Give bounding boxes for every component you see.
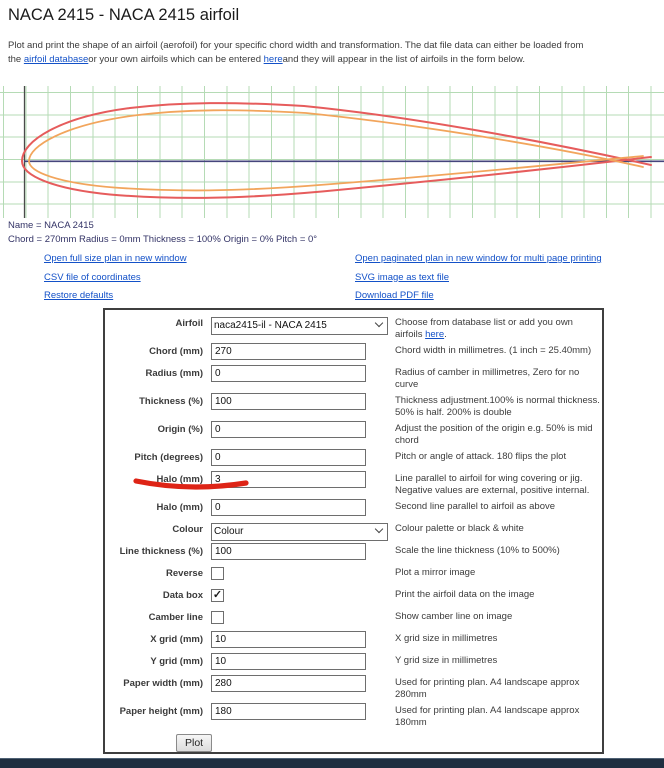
form-row-colour	[105, 521, 602, 543]
airfoil-plot-canvas	[0, 86, 664, 218]
halo1-desc: Line parallel to airfoil for wing covering or jig. Negative values are external, positive internal.	[395, 473, 590, 496]
open-paginated-plan-link[interactable]: Open paginated plan in new window for multi page printing	[355, 253, 602, 264]
form-row-radius	[105, 365, 602, 393]
y-grid-desc: Y grid size in millimetres	[395, 655, 498, 666]
form-row-chord	[105, 343, 602, 365]
paper-width-desc: Used for printing plan. A4 landscape approx 280mm	[395, 677, 580, 700]
camber-line-checkbox[interactable]	[211, 611, 224, 624]
form-row-line-thickness	[105, 543, 602, 565]
links-row	[0, 290, 664, 309]
origin-desc: Adjust the position of the origin e.g. 50% is mid chord	[395, 423, 593, 446]
intro-line2-pre: the	[8, 53, 24, 65]
open-full-size-plan-link[interactable]: Open full size plan in new window	[44, 253, 187, 264]
csv-file-link[interactable]: CSV file of coordinates	[44, 271, 141, 283]
pitch-label: Pitch (degrees)	[134, 452, 203, 463]
plot-info	[8, 219, 317, 247]
intro-line2-post: and they will appear in the list of airfoils in the form below.	[282, 53, 526, 65]
y-grid-input[interactable]	[211, 653, 366, 670]
x-grid-input[interactable]	[211, 631, 366, 648]
x-grid-label: X grid (mm)	[150, 634, 203, 645]
data-box-label: Data box	[162, 590, 203, 601]
thickness-label: Thickness (%)	[139, 396, 203, 407]
intro-line2-mid: or your own airfoils which can be entered	[88, 53, 264, 65]
form-row-camber-line	[105, 609, 602, 631]
links-row	[0, 253, 664, 272]
svg-image-link[interactable]: SVG image as text file	[355, 271, 449, 283]
footer-bar	[0, 758, 664, 768]
radius-input[interactable]	[211, 365, 366, 382]
thickness-desc: Thickness adjustment.100% is normal thickness. 50% is half. 200% is double	[395, 395, 600, 418]
form-row-thickness	[105, 393, 602, 421]
origin-input[interactable]	[211, 421, 366, 438]
download-pdf-link[interactable]: Download PDF file	[355, 290, 434, 301]
plot-info-name: Name = NACA 2415	[8, 220, 94, 231]
restore-defaults-link[interactable]: Restore defaults	[44, 290, 114, 301]
data-box-checkbox[interactable]	[211, 589, 224, 602]
airfoil-database-link[interactable]: airfoil database	[23, 53, 89, 65]
airfoil-select[interactable]	[211, 317, 388, 335]
airfoil-form	[103, 308, 604, 754]
halo2-label: Halo (mm)	[156, 502, 203, 513]
line-thickness-input[interactable]	[211, 543, 366, 560]
chord-desc: Chord width in millimetres. (1 inch = 25.40mm)	[395, 345, 592, 356]
data-box-desc: Print the airfoil data on the image	[395, 589, 535, 600]
form-row-reverse	[105, 565, 602, 587]
paper-height-label: Paper height (mm)	[119, 706, 203, 717]
camber-line-desc: Show camber line on image	[395, 611, 513, 622]
radius-desc: Radius of camber in millimetres, Zero for no curve	[395, 367, 580, 390]
chord-input[interactable]	[211, 343, 366, 360]
form-row-data-box	[105, 587, 602, 609]
reverse-desc: Plot a mirror image	[395, 567, 476, 578]
form-row-paper-height	[105, 703, 602, 731]
intro-line2	[8, 53, 583, 67]
airfoil-desc: Choose from database list or add you own airfoils here.	[395, 317, 573, 340]
thickness-input[interactable]	[211, 393, 366, 410]
airfoil-upper-curve	[29, 110, 643, 167]
here-link[interactable]: here	[263, 53, 283, 65]
reverse-checkbox[interactable]	[211, 567, 224, 580]
action-links	[0, 253, 664, 309]
colour-select[interactable]	[211, 523, 388, 541]
form-row-halo1	[105, 471, 602, 499]
camber-line-label: Camber line	[148, 612, 203, 623]
page-title: NACA 2415 - NACA 2415 airfoil	[8, 6, 240, 24]
halo-lower-curve	[22, 157, 651, 198]
colour-label: Colour	[172, 524, 203, 535]
halo2-input[interactable]	[211, 499, 366, 516]
intro-paragraph	[8, 39, 583, 66]
halo1-label: Halo (mm)	[156, 474, 203, 485]
plot-info-params: Chord = 270mm Radius = 0mm Thickness = 100% Origin = 0% Pitch = 0°	[8, 234, 318, 245]
paper-width-label: Paper width (mm)	[123, 678, 203, 689]
paper-width-input[interactable]	[211, 675, 366, 692]
form-row-airfoil	[105, 315, 602, 343]
airfoil-plot	[0, 86, 664, 218]
x-grid-desc: X grid size in millimetres	[395, 633, 498, 644]
line-thickness-desc: Scale the line thickness (10% to 500%)	[395, 545, 560, 556]
links-row	[0, 272, 664, 291]
form-row-origin	[105, 421, 602, 449]
paper-height-desc: Used for printing plan. A4 landscape approx 180mm	[395, 705, 580, 728]
halo2-desc: Second line parallel to airfoil as above	[395, 501, 556, 512]
halo-upper-curve	[22, 103, 651, 165]
airfoil-desc-here-link[interactable]: here	[425, 328, 445, 340]
pitch-input[interactable]	[211, 449, 366, 466]
paper-height-input[interactable]	[211, 703, 366, 720]
check-icon: ✓	[212, 589, 223, 601]
form-row-y-grid	[105, 653, 602, 675]
airfoil-label: Airfoil	[175, 318, 203, 329]
form-row-x-grid	[105, 631, 602, 653]
chord-label: Chord (mm)	[149, 346, 203, 357]
y-grid-label: Y grid (mm)	[150, 656, 203, 667]
origin-label: Origin (%)	[157, 424, 203, 435]
radius-label: Radius (mm)	[145, 368, 203, 379]
form-row-halo2	[105, 499, 602, 521]
line-thickness-label: Line thickness (%)	[119, 546, 203, 557]
pitch-desc: Pitch or angle of attack. 180 flips the plot	[395, 451, 567, 462]
reverse-label: Reverse	[166, 568, 203, 579]
plot-button[interactable]: Plot	[176, 734, 212, 752]
form-row-pitch	[105, 449, 602, 471]
airfoil-select-wrap	[211, 315, 388, 333]
colour-desc: Colour palette or black & white	[395, 523, 524, 534]
form-row-paper-width	[105, 675, 602, 703]
halo1-input[interactable]	[211, 471, 366, 488]
colour-select-wrap	[211, 521, 388, 539]
intro-line1: Plot and print the shape of an airfoil (aerofoil) for your specific chord width and transformation. The dat file data can either be loaded from	[8, 40, 584, 51]
